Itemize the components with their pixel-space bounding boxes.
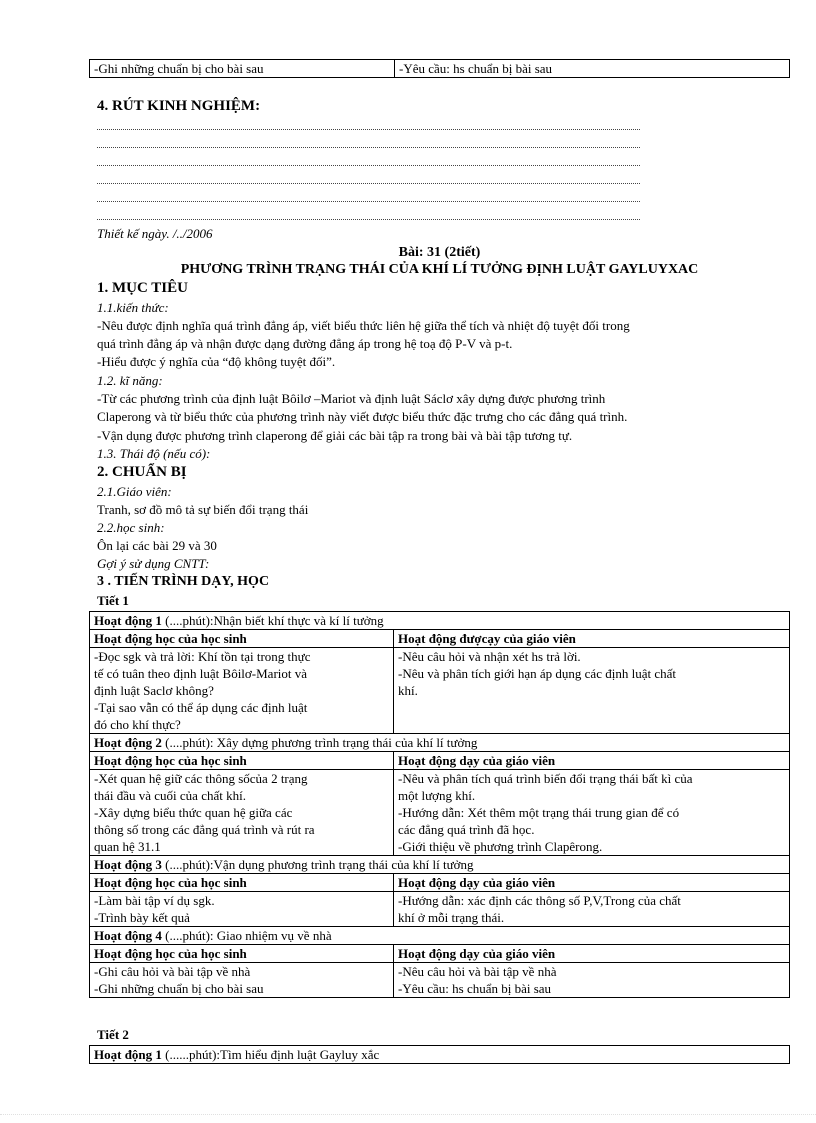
- notes-dotted-line: [97, 128, 640, 130]
- giao-vien-text: Tranh, sơ đồ mô tả sự biến đổi trạng thái: [97, 502, 309, 517]
- lesson-number: Bài: 31 (2tiết): [398, 245, 481, 260]
- activity-header-row: [90, 874, 790, 892]
- student-line: -Xây dựng biểu thức quan hệ giữa các: [94, 805, 293, 820]
- student-line: định luật Saclơ không?: [94, 683, 214, 698]
- student-activities: [90, 648, 394, 734]
- teacher-column-header: Hoạt động dạy của giáo viên: [394, 945, 790, 963]
- activity-label: Hoạt động 3: [94, 857, 162, 872]
- student-line: thông số trong các đẳng quá trình và rút ra: [94, 822, 315, 837]
- teacher-line: một lượng khí.: [398, 788, 476, 803]
- notes-dotted-line: [97, 200, 640, 202]
- rut-kinh-nghiem-heading: 4. RÚT KINH NGHIỆM:: [97, 98, 261, 114]
- activity-content-row: [90, 963, 790, 998]
- notes-dotted-line: [97, 218, 640, 220]
- teacher-column-header: Hoạt động đượcạy của giáo viên: [394, 630, 790, 648]
- teacher-activities: [394, 648, 790, 734]
- ki-nang-text: -Vận dụng được phương trình claperong để giải các bài tập ra trong bài và bài tập tương tự.: [97, 428, 573, 443]
- student-line: -Ghi những chuẩn bị cho bài sau: [94, 981, 264, 996]
- student-line: -Xét quan hệ giữ các thông sốcủa 2 trạng: [94, 771, 308, 786]
- kien-thuc-text: -Nêu được định nghĩa quá trình đẳng áp, viết biểu thức liên hệ giữa thể tích và nhiệt độ tuyệt đối trong: [97, 318, 630, 333]
- design-date: Thiết kế ngày. /../2006: [97, 226, 213, 241]
- teacher-activities: [394, 770, 790, 856]
- student-activities: [90, 892, 394, 927]
- tien-trinh-heading: 3 . TIẾN TRÌNH DẠY, HỌC: [97, 574, 270, 589]
- tiet-2-label: Tiết 2: [97, 1027, 129, 1042]
- student-column-header: Hoạt động học của học sinh: [90, 874, 394, 892]
- top-table-left-cell: -Ghi những chuẩn bị cho bài sau: [90, 60, 395, 78]
- activities-table: [89, 611, 790, 998]
- muc-tieu-heading: 1. MỤC TIÊU: [97, 280, 188, 296]
- teacher-line: -Hướng dẫn: Xét thêm một trạng thái trung gian để có: [398, 805, 680, 820]
- teacher-line: khí.: [398, 683, 418, 698]
- activity-title-row: [90, 927, 790, 945]
- notes-dotted-line: [97, 146, 640, 148]
- student-line: -Đọc sgk và trả lời: Khí tồn tại trong thực: [94, 649, 311, 664]
- teacher-activities: [394, 963, 790, 998]
- teacher-line: -Nêu và phân tích giới hạn áp dụng các định luật chất: [398, 666, 676, 681]
- ki-nang-text: -Từ các phương trình của định luật Bôilơ –Mariot và định luật Sáclơ xây dựng được phương trình: [97, 391, 606, 406]
- activity-title: (......phút):Tìm hiểu định luật Gayluy xắc: [161, 1047, 380, 1062]
- student-column-header: Hoạt động học của học sinh: [90, 630, 394, 648]
- student-column-header: Hoạt động học của học sinh: [90, 752, 394, 770]
- activity-content-row: [90, 892, 790, 927]
- student-line: đó cho khí thực?: [94, 717, 181, 732]
- activity-title-row: [90, 856, 790, 874]
- student-activities: [90, 963, 394, 998]
- activity-label: Hoạt động 1: [94, 1047, 162, 1062]
- student-column-header: Hoạt động học của học sinh: [90, 945, 394, 963]
- activity-label: Hoạt động 1: [94, 613, 162, 628]
- chuan-bi-heading: 2. CHUẨN BỊ: [97, 464, 187, 480]
- hoc-sinh-text: Ôn lại các bài 29 và 30: [97, 538, 217, 553]
- top-continuation-table: [89, 59, 790, 78]
- teacher-line: -Nêu câu hỏi và bài tập về nhà: [398, 964, 557, 979]
- kien-thuc-text: quá trình đẳng áp và nhận được dạng đường đẳng áp trong hệ toạ độ P-V và p-t.: [97, 336, 513, 351]
- tiet-2-table: [89, 1045, 790, 1064]
- giao-vien-label: 2.1.Giáo viên:: [97, 484, 172, 499]
- student-activities: [90, 770, 394, 856]
- student-line: -Ghi câu hỏi và bài tập về nhà: [94, 964, 251, 979]
- ki-nang-text: Claperong và từ biểu thức của phương trình này viết được biểu thức đặc trưng cho các đẳng quá trình.: [97, 409, 628, 424]
- cntt-label: Gợi ý sử dụng CNTT:: [97, 556, 210, 571]
- activity-header-row: [90, 630, 790, 648]
- student-line: -Tại sao vẫn có thể áp dụng các định luật: [94, 700, 308, 715]
- tiet-1-label: Tiết 1: [97, 593, 129, 608]
- teacher-line: -Yêu cầu: hs chuẩn bị bài sau: [398, 981, 552, 996]
- student-line: -Làm bài tập ví dụ sgk.: [94, 893, 215, 908]
- student-line: -Trình bày kết quả: [94, 910, 190, 925]
- kien-thuc-text: -Hiểu được ý nghĩa của “độ không tuyệt đối”.: [97, 354, 336, 369]
- activity-title-row: [90, 734, 790, 752]
- teacher-column-header: Hoạt động dạy của giáo viên: [394, 874, 790, 892]
- activity-label: Hoạt động 2: [94, 735, 162, 750]
- teacher-line: -Giới thiệu về phương trình Clapêrong.: [398, 839, 603, 854]
- activity-title-row: [90, 612, 790, 630]
- activity-header-row: [90, 752, 790, 770]
- ki-nang-label: 1.2. kĩ năng:: [97, 373, 163, 388]
- notes-dotted-line: [97, 164, 640, 166]
- activity-title: (....phút): Giao nhiệm vụ về nhà: [161, 928, 332, 943]
- student-line: thái đầu và cuối của chất khí.: [94, 788, 246, 803]
- teacher-line: các đẳng quá trình đã học.: [398, 822, 535, 837]
- teacher-line: khí ở mỗi trạng thái.: [398, 910, 505, 925]
- activity-header-row: [90, 945, 790, 963]
- activity-content-row: [90, 648, 790, 734]
- thai-do-label: 1.3. Thái độ (nếu có):: [97, 446, 211, 461]
- teacher-line: -Nêu câu hỏi và nhận xét hs trả lời.: [398, 649, 581, 664]
- activity-title: (....phút):Vận dụng phương trình trạng thái của khí lí tưởng: [161, 857, 474, 872]
- teacher-activities: [394, 892, 790, 927]
- kien-thuc-label: 1.1.kiến thức:: [97, 300, 169, 315]
- top-table-right-cell: -Yêu cầu: hs chuẩn bị bài sau: [395, 60, 790, 78]
- notes-dotted-line: [97, 182, 640, 184]
- activity-content-row: [90, 770, 790, 856]
- activity-title-row: [90, 1046, 790, 1064]
- activity-title: (....phút): Xây dựng phương trình trạng thái của khí lí tưởng: [161, 735, 478, 750]
- page-bottom-rule: [0, 1113, 816, 1115]
- activity-label: Hoạt động 4: [94, 928, 162, 943]
- student-line: quan hệ 31.1: [94, 839, 161, 854]
- student-line: tế có tuân theo định luật Bôilơ-Mariot và: [94, 666, 308, 681]
- teacher-column-header: Hoạt động dạy của giáo viên: [394, 752, 790, 770]
- hoc-sinh-label: 2.2.học sinh:: [97, 520, 165, 535]
- activity-title: (....phút):Nhận biết khí thực và kí lí tưởng: [161, 613, 384, 628]
- lesson-title: PHƯƠNG TRÌNH TRẠNG THÁI CỦA KHÍ LÍ TƯỞNG ĐỊNH LUẬT GAYLUYXAC: [180, 262, 699, 277]
- teacher-line: -Hướng dẫn: xác định các thông số P,V,Trong của chất: [398, 893, 681, 908]
- teacher-line: -Nêu và phân tích quá trình biến đổi trạng thái bất kì của: [398, 771, 693, 786]
